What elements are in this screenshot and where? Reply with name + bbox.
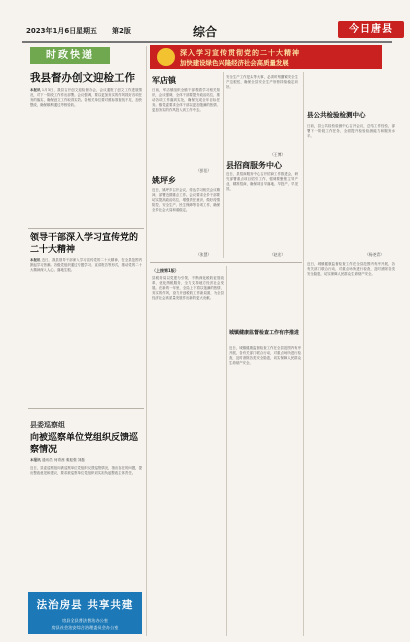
- legal-banner-title: 法治房县 共享共建: [36, 599, 134, 611]
- article-body: 县税务局以党建为引领，不断深化税收征管改革，优化纳税服务，全力支持地方经济社会发展。在新的一年里，全局上下将以饱满的热情、务实的作风，奋力开创税收工作新局面，为全县经济社会高质量发展作出新的更大贡献。: [152, 276, 224, 300]
- newspaper-logo: [338, 21, 404, 38]
- issue-weekday: 星期五: [76, 27, 97, 35]
- article-headline: 县公共检验检测中心: [307, 111, 366, 119]
- article-authors: [30, 458, 144, 463]
- article-headline: 军店镇: [152, 75, 176, 85]
- article-body: [30, 88, 142, 222]
- column-label: 时政快递: [46, 50, 94, 61]
- article-text: 1月3日，我县召开创文迎检督办会，会议通报了创文工作进展情况，对下一阶段工作作出部署。会议强调，要以更加务实的作风抓好各项任务的落实，确保创文工作取得实效。各相关单位要对照标准查找不足，加快整改，确保顺利通过考核验收。: [30, 88, 142, 107]
- article-body: 日前，军店镇组织全镇干部观看学习相关知识，会议强调，全体干部要提升政治站位，推动各项工作落到实处，确保完成全年目标任务。镇党委要求全体干部以更加饱满的热情、更加务实的作风投入到工作中去。: [152, 88, 220, 112]
- banner-line2: 加快建设绿色兴隆经济社会高质量发展: [180, 59, 289, 67]
- divider: [28, 228, 144, 229]
- article-body: [307, 262, 395, 632]
- article-signoff: （王博）: [270, 152, 286, 157]
- section-title: 综合: [193, 25, 218, 39]
- page-number: 第2版: [112, 27, 131, 35]
- column-rule: [223, 72, 224, 258]
- article-text: 近日，城镇健康监督检查工作在全县范围内有序开展，各有关部门联合行动，对重点场所进行检查，及时消除各类安全隐患，切实保障人民群众生命财产安全。: [307, 262, 395, 276]
- party-emblem-icon: [157, 48, 175, 66]
- column-rule: [146, 46, 147, 636]
- article-headline: 向被巡察单位党组织反馈巡察情况: [30, 433, 139, 455]
- article-byline: （上接第1版）: [152, 268, 179, 273]
- article-body: 近日，城镇健康监督检查工作在全县范围内有序开展，各有关部门联合行动，对重点场所进行检查，及时消除各类安全隐患，切实保障人民群众生命财产安全。: [229, 346, 301, 365]
- article-text: 近日，我县领导干部深入学习宣传党的二十大精神，在全县范围内掀起学习热潮。各级党组织通过专题学习、宣讲报告等形式，推动党的二十大精神深入人心、落地生根。: [30, 258, 142, 272]
- article-byline: 本报讯: [30, 458, 41, 462]
- masthead: [16, 6, 404, 40]
- article-body: [30, 258, 142, 406]
- article-body: 日前，县公共检验检测中心召开会议，总结工作经验，部署下一阶段工作任务，全面提升检验检测能力和服务水平。: [307, 124, 395, 138]
- article-body: 近日，县招商服务中心召开招商工作推进会，研究部署重点项目招引工作，强调要聚焦主导产业，精准招商，确保项目早落地、早投产、早见效。: [226, 172, 298, 191]
- article-headline: 姚坪乡: [152, 175, 176, 185]
- banner-line1: 深入学习宣传贯彻党的二十大精神: [180, 49, 300, 57]
- divider: [28, 408, 144, 409]
- masthead-rule: [22, 41, 392, 43]
- legal-banner: [28, 592, 142, 634]
- article-headline: 领导干部深入学习宣传党的二十大精神: [30, 233, 139, 255]
- column-rule: [303, 72, 304, 636]
- article-byline: 本报讯: [30, 88, 41, 92]
- article-headline: 我县督办创文迎检工作: [30, 72, 135, 84]
- article-body: 近日，县委巡察组向被巡察单位党组织反馈巡察情况，指出存在的问题，提出整改意见和建议，要求被巡察单位党组织切实担负起整改主体责任。: [30, 466, 142, 475]
- article-body: 安全生产工作是头等大事，必须时刻绷紧安全生产这根弦，确保全县安全生产形势持续稳定向好。: [226, 75, 298, 89]
- article-headline: 县招商服务中心: [226, 160, 282, 170]
- article-byline: 本报讯: [30, 258, 41, 262]
- legal-banner-org: 房县全县普法普治办公室: [61, 618, 109, 623]
- article-kicker: 县委巡察组: [30, 421, 65, 429]
- column-rule: [226, 266, 227, 636]
- author-list: 通讯员 何青茜 秦振强 刘磊: [41, 458, 85, 462]
- divider: [150, 262, 302, 263]
- column-label-box: [30, 47, 110, 64]
- article-signoff: （彭佳）: [196, 168, 212, 173]
- article-signoff: （赵宏）: [270, 252, 286, 257]
- article-signoff: （张慧）: [196, 252, 212, 257]
- article-headline: 城镇健康监督检查工作有序推进: [229, 330, 300, 336]
- legal-banner-credit: 房县社会治安综合治理委员会办公室: [51, 625, 119, 630]
- article-signoff: （杨尧青）: [365, 252, 384, 257]
- logo-text: 今日唐县: [349, 24, 393, 35]
- slogan-banner: [150, 45, 382, 69]
- issue-date: 2023年1月6日: [26, 27, 77, 35]
- article-body: 近日，姚坪乡召开会议，传达学习相关会议精神，部署近期重点工作。会议要求全乡干部要切实提高政治站位，增强责任意识，做好疫情防控、安全生产、民生保障等各项工作，确保全乡社会大局和谐稳定。: [152, 188, 220, 212]
